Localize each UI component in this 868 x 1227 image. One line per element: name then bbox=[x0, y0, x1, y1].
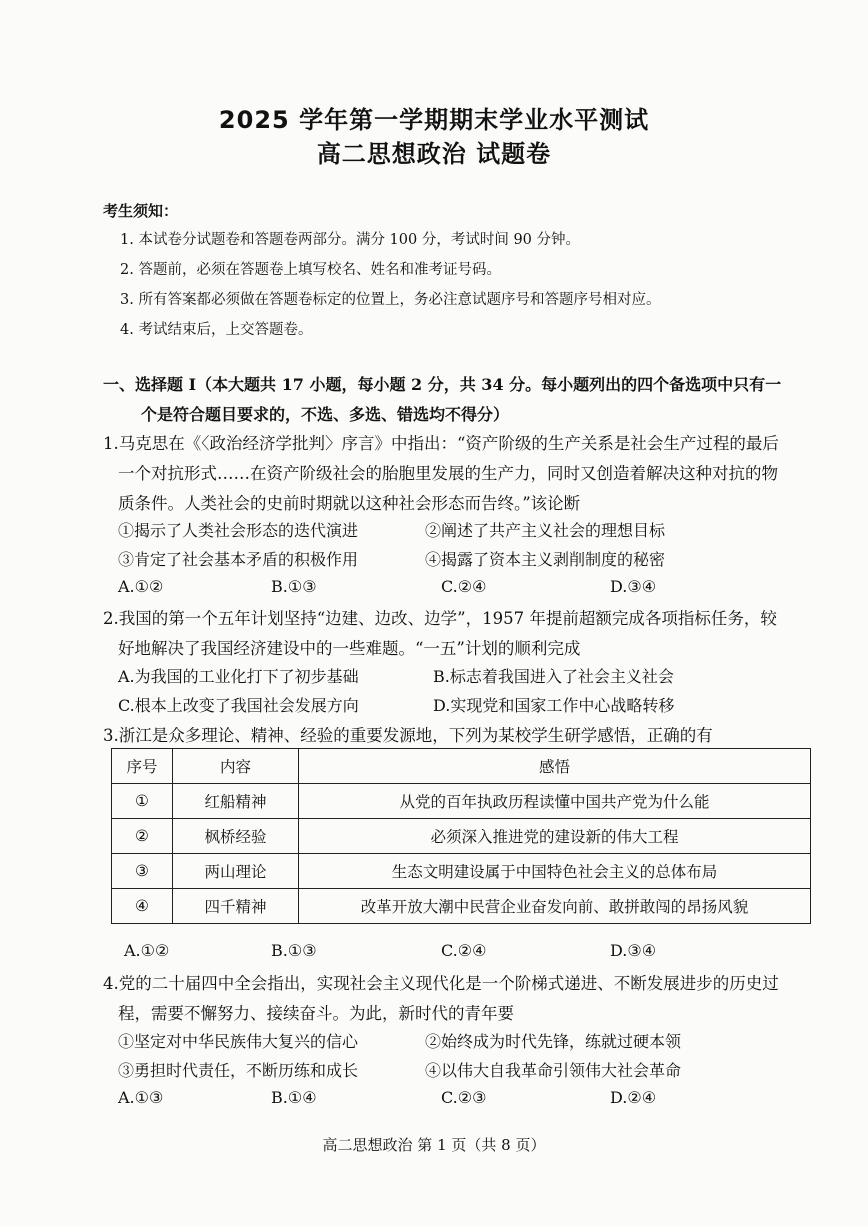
table-row bbox=[112, 819, 811, 854]
question-1-statement: ②阐述了共产主义社会的理想目标 bbox=[425, 521, 666, 540]
table-cell: 从党的百年执政历程读懂中国共产党为什么能 bbox=[299, 784, 811, 819]
question-3-choice-b: B.①③ bbox=[271, 941, 317, 960]
notice-item: 4. 考试结束后，上交答题卷。 bbox=[120, 322, 313, 338]
table-header-cell: 内容 bbox=[173, 749, 299, 784]
question-4-stem: 程，需要不懈努力、接续奋斗。为此，新时代的青年要 bbox=[118, 1004, 514, 1023]
question-3-choice-d: D.③④ bbox=[610, 941, 657, 960]
question-4-choice-d: D.②④ bbox=[610, 1088, 657, 1107]
table-cell: 必须深入推进党的建设新的伟大工程 bbox=[299, 819, 811, 854]
notice-item: 1. 本试卷分试题卷和答题卷两部分。满分 100 分，考试时间 90 分钟。 bbox=[120, 232, 581, 248]
table-cell: 四千精神 bbox=[173, 889, 299, 924]
notice-heading: 考生须知： bbox=[103, 202, 179, 220]
question-4-choice-b: B.①④ bbox=[271, 1088, 317, 1107]
table-cell: 改革开放大潮中民营企业奋发向前、敢拼敢闯的昂扬风貌 bbox=[299, 889, 811, 924]
question-1-statement: ③肯定了社会基本矛盾的积极作用 bbox=[118, 550, 359, 569]
question-1-choice-a: A.①② bbox=[118, 577, 164, 596]
question-2-choice-b: B.标志着我国进入了社会主义社会 bbox=[433, 667, 674, 686]
question-1-stem: 1.马克思在《〈政治经济学批判〉序言》中指出：“资产阶级的生产关系是社会生产过程的最后 bbox=[103, 434, 779, 453]
section-heading: 一、选择题 Ⅰ（本大题共 17 小题，每小题 2 分，共 34 分。每小题列出的四个备选项中只有一 bbox=[103, 375, 782, 394]
page-footer: 高二思想政治 第 1 页（共 8 页） bbox=[322, 1136, 546, 1154]
table-header-row bbox=[112, 749, 811, 784]
question-2-stem: 好地解决了我国经济建设中的一些难题。“一五”计划的顺利完成 bbox=[118, 639, 581, 658]
table-cell: ③ bbox=[112, 854, 173, 889]
question-4-choice-a: A.①③ bbox=[118, 1088, 164, 1107]
question-1-statement: ①揭示了人类社会形态的迭代演进 bbox=[118, 521, 359, 540]
table-cell: 枫桥经验 bbox=[173, 819, 299, 854]
page-subtitle: 高二思想政治 试题卷 bbox=[316, 140, 552, 168]
question-3-table bbox=[111, 748, 811, 924]
table-cell: 两山理论 bbox=[173, 854, 299, 889]
section-heading-cont: 个是符合题目要求的，不选、多选、错选均不得分） bbox=[141, 405, 510, 424]
question-4-stem: 4.党的二十届四中全会指出，实现社会主义现代化是一个阶梯式递进、不断发展进步的历史过 bbox=[103, 974, 779, 993]
question-4-statement: ②始终成为时代先锋，练就过硬本领 bbox=[425, 1032, 682, 1051]
notice-item: 3. 所有答案都必须做在答题卷标定的位置上，务必注意试题序号和答题序号相对应。 bbox=[120, 292, 661, 308]
question-2-choice-a: A.为我国的工业化打下了初步基础 bbox=[118, 667, 359, 686]
table-header-cell: 感悟 bbox=[299, 749, 811, 784]
table-cell: ② bbox=[112, 819, 173, 854]
question-3-stem: 3.浙江是众多理论、精神、经验的重要发源地，下列为某校学生研学感悟，正确的有 bbox=[103, 726, 713, 745]
table-header-cell: 序号 bbox=[112, 749, 173, 784]
question-3-choice-c: C.②④ bbox=[441, 941, 487, 960]
question-1-statement: ④揭露了资本主义剥削制度的秘密 bbox=[425, 550, 666, 569]
table-cell: ④ bbox=[112, 889, 173, 924]
question-1-choice-b: B.①③ bbox=[271, 577, 317, 596]
table-row bbox=[112, 854, 811, 889]
question-2-choice-d: D.实现党和国家工作中心战略转移 bbox=[433, 696, 675, 715]
question-4-statement: ④以伟大自我革命引领伟大社会革命 bbox=[425, 1061, 682, 1080]
question-1-choice-c: C.②④ bbox=[441, 577, 487, 596]
question-4-choice-c: C.②③ bbox=[441, 1088, 487, 1107]
page-title: 2025 学年第一学期期末学业水平测试 bbox=[218, 106, 650, 134]
question-2-stem: 2.我国的第一个五年计划坚持“边建、边改、边学”，1957 年提前超额完成各项指标任务，较 bbox=[103, 609, 777, 628]
question-4-statement: ①坚定对中华民族伟大复兴的信心 bbox=[118, 1032, 359, 1051]
notice-item: 2. 答题前，必须在答题卷上填写校名、姓名和准考证号码。 bbox=[120, 262, 501, 278]
table-cell: 红船精神 bbox=[173, 784, 299, 819]
question-1-stem: 质条件。人类社会的史前时期就以这种社会形态而告终。”该论断 bbox=[118, 494, 581, 513]
question-2-choice-c: C.根本上改变了我国社会发展方向 bbox=[118, 696, 359, 715]
question-3-choice-a: A.①② bbox=[124, 941, 170, 960]
question-1-choice-d: D.③④ bbox=[610, 577, 657, 596]
table-row bbox=[112, 784, 811, 819]
table-row bbox=[112, 889, 811, 924]
question-1-stem: 一个对抗形式……在资产阶级社会的胎胞里发展的生产力，同时又创造着解决这种对抗的物 bbox=[118, 464, 778, 483]
table-cell: 生态文明建设属于中国特色社会主义的总体布局 bbox=[299, 854, 811, 889]
question-4-statement: ③勇担时代责任，不断历练和成长 bbox=[118, 1061, 359, 1080]
table-cell: ① bbox=[112, 784, 173, 819]
